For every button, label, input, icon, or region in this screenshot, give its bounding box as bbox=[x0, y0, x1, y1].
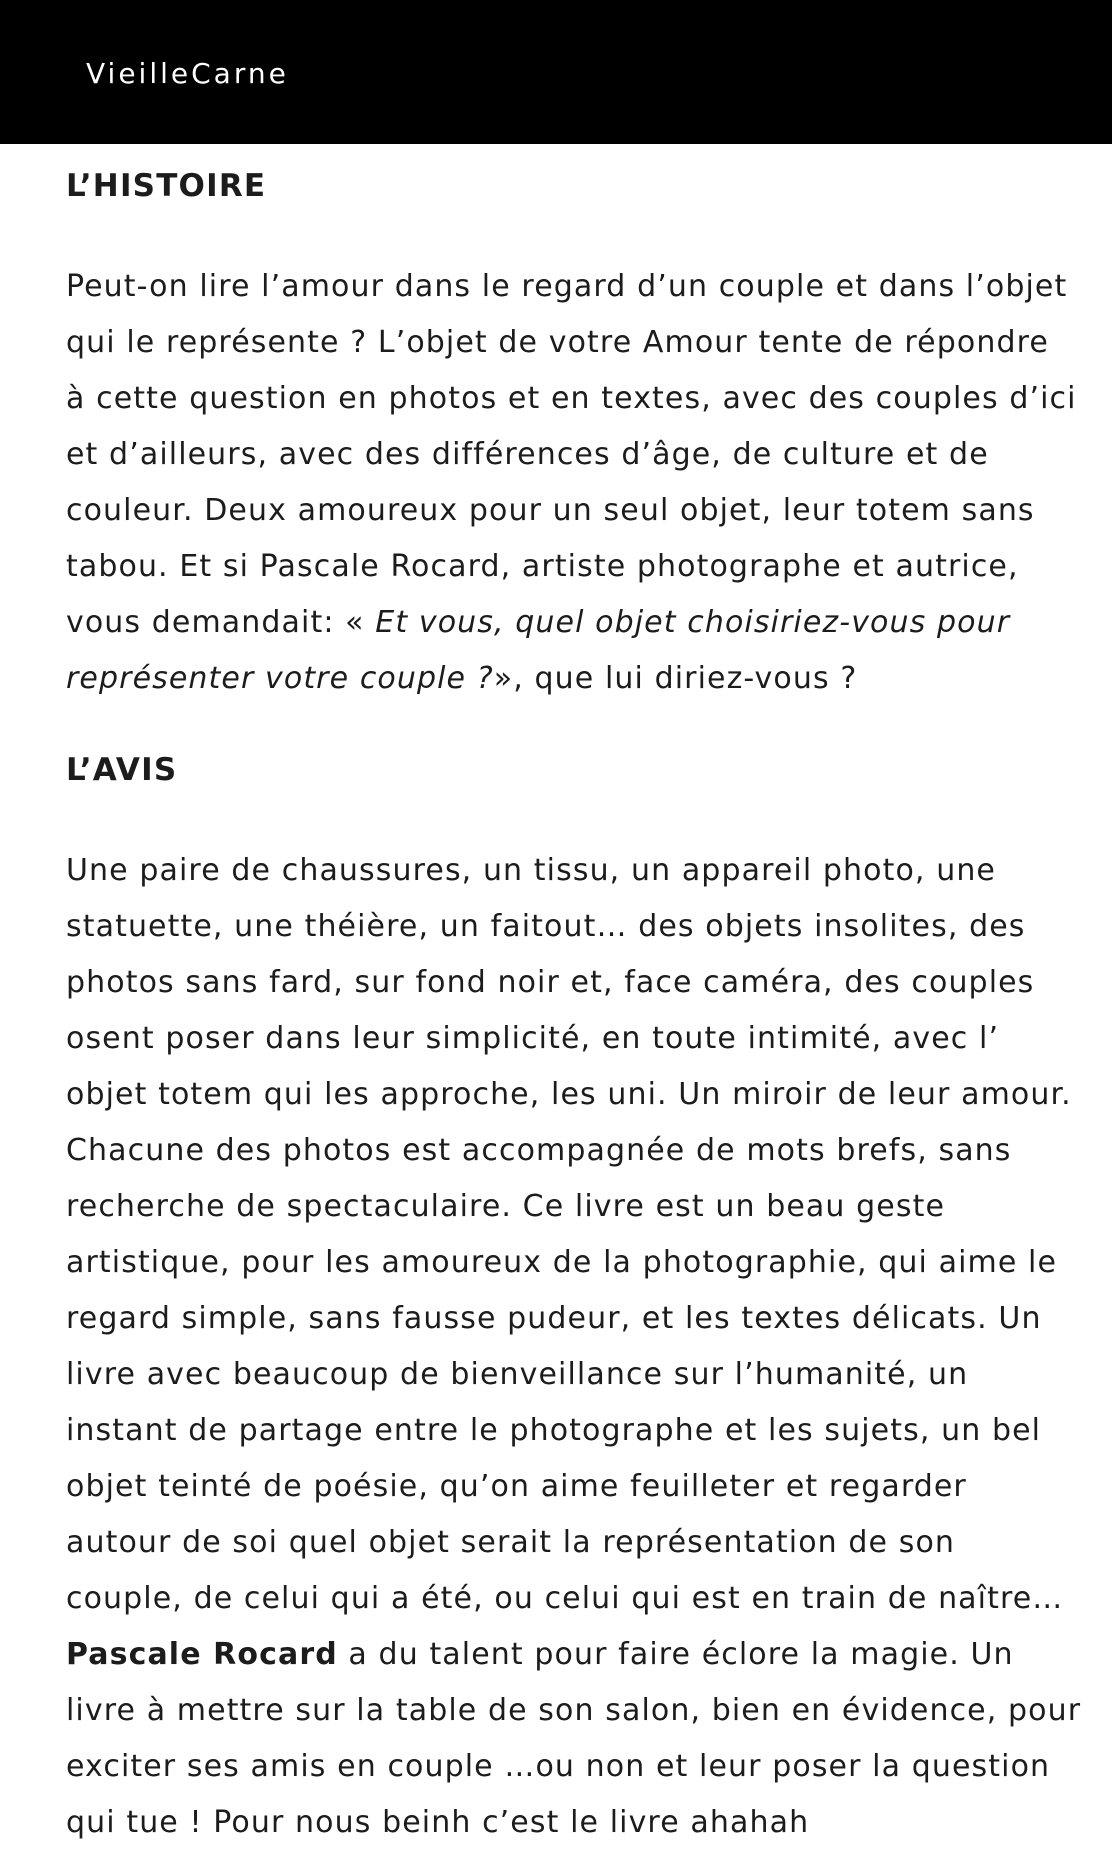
text-line: artistique, pour les amoureux de la photographie, qui aime le bbox=[66, 1245, 1058, 1280]
text-line: recherche de spectaculaire. Ce livre est un beau geste bbox=[66, 1189, 946, 1224]
text-line: à cette question en photos et en textes, avec des couples d’ici bbox=[66, 381, 1077, 416]
site-header bbox=[0, 0, 1112, 144]
text-segment: », que lui diriez-vous ? bbox=[493, 661, 858, 696]
text-line: qui le représente ? L’objet de votre Amour tente de répondre bbox=[66, 325, 1049, 360]
text-line: objet teinté de poésie, qu’on aime feuilleter et regarder bbox=[66, 1469, 967, 1504]
avis-heading: L’AVIS bbox=[66, 752, 178, 788]
quote-italic: Et vous, quel objet choisiriez-vous pour bbox=[375, 605, 1011, 640]
text-line: photos sans fard, sur fond noir et, face caméra, des couples bbox=[66, 965, 1035, 1000]
text-line: objet totem qui les approche, les uni. Un miroir de leur amour. bbox=[66, 1077, 1072, 1112]
text-line: tabou. Et si Pascale Rocard, artiste photographe et autrice, bbox=[66, 549, 1019, 584]
text-segment: vous demandait: « bbox=[66, 605, 376, 640]
text-line: Peut-on lire l’amour dans le regard d’un couple et dans l’objet bbox=[66, 269, 1068, 304]
author-name: Pascale Rocard bbox=[66, 1637, 338, 1672]
text-segment: a du talent pour faire éclore la magie. Un bbox=[337, 1637, 1014, 1672]
text-line: qui tue ! Pour nous beinh c’est le livre ahahah bbox=[66, 1805, 810, 1840]
text-line: autour de soi quel objet serait la représentation de son bbox=[66, 1525, 956, 1560]
text-line: osent poser dans leur simplicité, en toute intimité, avec l’ bbox=[66, 1021, 1000, 1056]
text-line bbox=[66, 651, 1096, 707]
text-line bbox=[66, 1627, 1096, 1683]
text-line: et d’ailleurs, avec des différences d’âge, de culture et de bbox=[66, 437, 989, 472]
text-line: regard simple, sans fausse pudeur, et les textes délicats. Un bbox=[66, 1301, 1042, 1336]
quote-italic: représenter votre couple ? bbox=[66, 661, 494, 696]
text-line: livre à mettre sur la table de son salon, bien en évidence, pour bbox=[66, 1693, 1082, 1728]
avis-paragraph bbox=[66, 843, 1096, 1851]
text-line: statuette, une théière, un faitout… des objets insolites, des bbox=[66, 909, 1026, 944]
site-title-link[interactable]: VieilleCarne bbox=[86, 57, 289, 90]
histoire-paragraph bbox=[66, 259, 1096, 707]
text-line: exciter ses amis en couple …ou non et leur poser la question bbox=[66, 1749, 1051, 1784]
text-line bbox=[66, 595, 1096, 651]
text-line: couleur. Deux amoureux pour un seul objet, leur totem sans bbox=[66, 493, 1035, 528]
text-line: livre avec beaucoup de bienveillance sur l’humanité, un bbox=[66, 1357, 969, 1392]
text-line: couple, de celui qui a été, ou celui qui est en train de naître… bbox=[66, 1581, 1064, 1616]
text-line: Une paire de chaussures, un tissu, un appareil photo, une bbox=[66, 853, 996, 888]
text-line: instant de partage entre le photographe et les sujets, un bel bbox=[66, 1413, 1042, 1448]
histoire-heading: L’HISTOIRE bbox=[66, 168, 267, 204]
text-line: Chacune des photos est accompagnée de mots brefs, sans bbox=[66, 1133, 1012, 1168]
